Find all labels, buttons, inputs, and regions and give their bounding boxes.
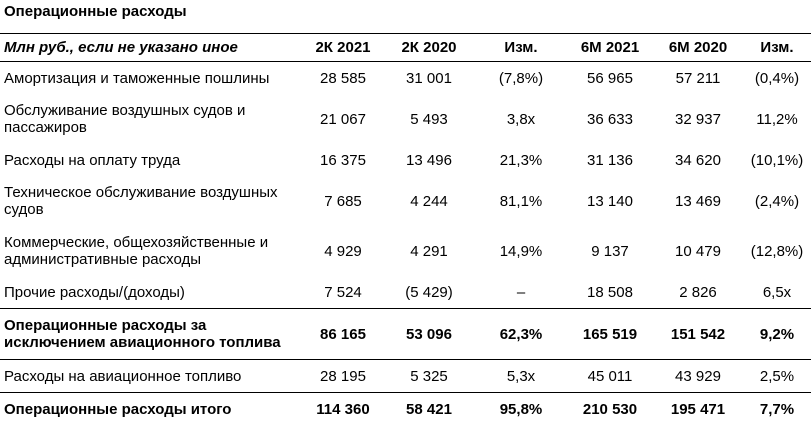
row-label: Расходы на авиационное топливо <box>0 360 303 393</box>
row-value: 2,5% <box>743 360 811 393</box>
header-label: Млн руб., если не указано иное <box>0 34 303 62</box>
row-value: 53 096 <box>383 309 475 360</box>
row-value: 13 496 <box>406 151 452 169</box>
row-value: 3,8x <box>506 110 536 128</box>
row-value: 32 937 <box>675 110 721 128</box>
row-value: 57 211 <box>675 69 721 87</box>
row-value: (5 429) <box>405 283 453 301</box>
row-value: 81,1% <box>499 192 543 210</box>
row-value: – <box>516 283 526 301</box>
table-row <box>0 144 811 176</box>
row-value: (2,4%) <box>754 192 800 210</box>
row-value: 5 325 <box>383 360 475 393</box>
row-value: 34 620 <box>675 151 721 169</box>
row-value: (7,8%) <box>498 69 544 87</box>
row-label: Прочие расходы/(доходы) <box>4 283 185 301</box>
row-value: 21 067 <box>320 110 366 128</box>
row-label: Техническое обслуживание воздушных судов <box>4 184 278 218</box>
table-row <box>0 176 811 226</box>
row-value: 45 011 <box>567 360 653 393</box>
row-value: 4 291 <box>410 242 448 260</box>
row-value: 14,9% <box>499 242 543 260</box>
header-col-change-q: Изм. <box>475 34 567 62</box>
row-value: 5,3x <box>475 360 567 393</box>
row-label: Обслуживание воздушных судов и пассажиров <box>4 102 246 136</box>
row-value: 195 471 <box>653 393 743 426</box>
row-value: 31 001 <box>406 69 452 87</box>
row-label: Коммерческие, общехозяйственные и административные расходы <box>4 234 269 268</box>
table-row <box>0 276 811 309</box>
table-row <box>0 226 811 276</box>
row-label: Расходы на оплату труда <box>4 151 181 169</box>
row-value: 9 137 <box>591 242 629 260</box>
total-row <box>0 393 811 426</box>
row-label: Операционные расходы итого <box>0 393 303 426</box>
row-value: (12,8%) <box>750 242 804 260</box>
row-value: 4 929 <box>324 242 362 260</box>
row-value: 4 244 <box>410 192 448 210</box>
table-header-row <box>0 34 811 62</box>
row-value: 62,3% <box>475 309 567 360</box>
row-label: Амортизация и таможенные пошлины <box>4 69 270 87</box>
header-col-change-6m: Изм. <box>743 34 811 62</box>
row-value: 114 360 <box>303 393 383 426</box>
row-value: 56 965 <box>587 69 633 87</box>
row-value: 36 633 <box>587 110 633 128</box>
row-value: 6,5x <box>762 283 792 301</box>
header-col-2q2021: 2К 2021 <box>303 34 383 62</box>
row-value: 58 421 <box>383 393 475 426</box>
table-row <box>0 94 811 144</box>
row-value: 86 165 <box>303 309 383 360</box>
row-value: 11,2% <box>756 110 798 128</box>
row-value: 9,2% <box>743 309 811 360</box>
row-value: 5 493 <box>410 110 448 128</box>
row-value: 2 826 <box>679 283 717 301</box>
row-value: 21,3% <box>499 151 543 169</box>
row-value: 10 479 <box>675 242 721 260</box>
header-col-2q2020: 2К 2020 <box>383 34 475 62</box>
row-value: 151 542 <box>653 309 743 360</box>
row-value: 28 195 <box>303 360 383 393</box>
row-value: 31 136 <box>587 151 633 169</box>
row-value: 18 508 <box>587 283 633 301</box>
table-row <box>0 360 811 393</box>
header-col-6m2020: 6М 2020 <box>653 34 743 62</box>
row-value: 165 519 <box>567 309 653 360</box>
table-row <box>0 62 811 95</box>
operating-expenses-table <box>0 33 811 425</box>
row-value: 43 929 <box>653 360 743 393</box>
row-value: (10,1%) <box>750 151 804 169</box>
subtotal-row <box>0 309 811 360</box>
row-value: 210 530 <box>567 393 653 426</box>
row-value: 16 375 <box>320 151 366 169</box>
row-value: 95,8% <box>475 393 567 426</box>
row-value: 7,7% <box>743 393 811 426</box>
row-value: 7 524 <box>324 283 362 301</box>
row-value: (0,4%) <box>754 69 800 87</box>
row-value: 28 585 <box>320 69 366 87</box>
header-col-6m2021: 6М 2021 <box>567 34 653 62</box>
row-label: Операционные расходы за исключением авиационного топлива <box>0 309 303 360</box>
row-value: 13 140 <box>587 192 633 210</box>
row-value: 7 685 <box>324 192 362 210</box>
row-value: 13 469 <box>675 192 721 210</box>
page-title: Операционные расходы <box>4 3 187 20</box>
